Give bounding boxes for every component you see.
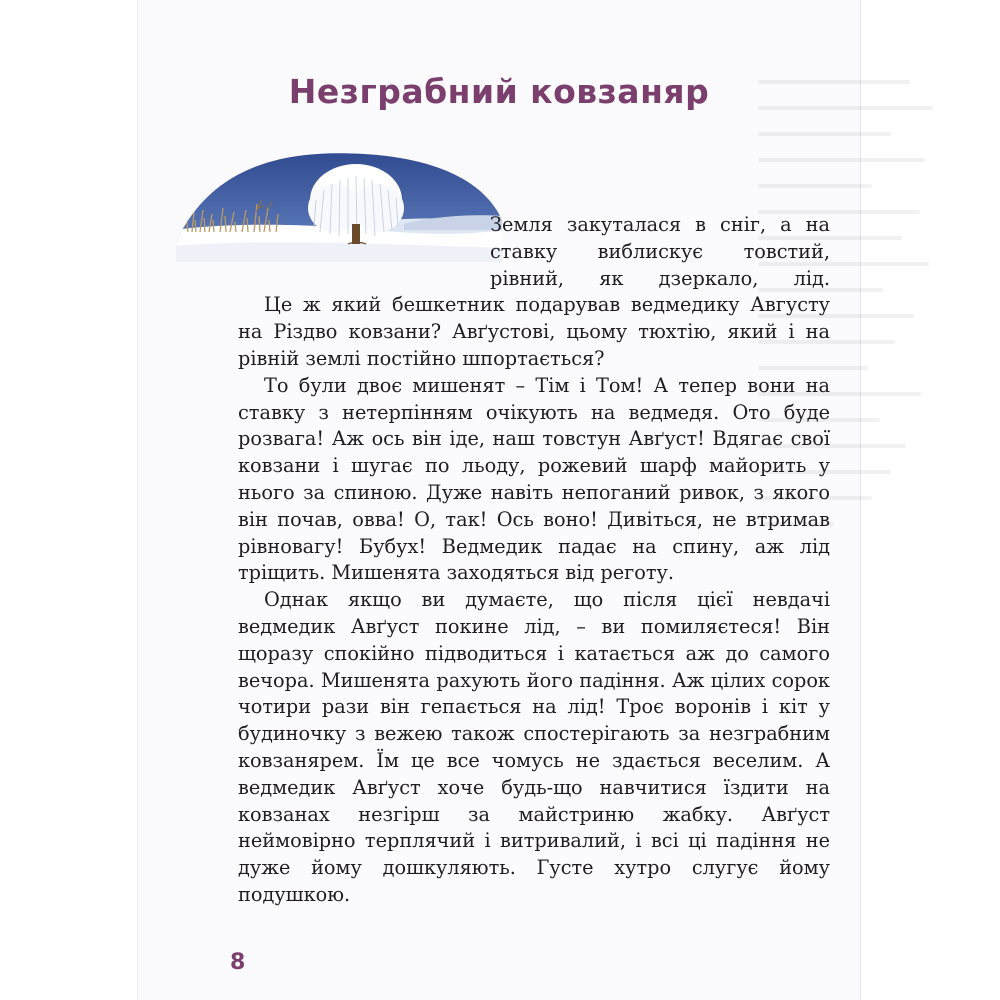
page-number: 8 xyxy=(230,950,246,975)
paragraph: Це ж який бешкетник подарував ведмедику Августу на Різдво ковзани? Авґустові, цьому тюхтію, який і на рівній землі постійно шпортається? xyxy=(238,293,830,370)
intro-paragraph xyxy=(490,212,830,292)
paragraph: Однак якщо ви думаєте, що після цієї невдачі ведмедик Авґуст покине лід, – ви помиляєтеся! Він щоразу спокійно підводиться і катається аж до самого вечора. Мишенята рахують його падіння. Аж цілих сорок чотири рази він гепається на лід! Троє воронів і кіт у будиночку з вежею також спостерігають за незграбним ковзанярем. Їм це все чомусь не здається веселим. А ведмедик Авґуст хоче будь-що навчитися їздити на ковзанах незгірш за майстриню жабку. Авґуст неймовірно терплячий і витривалий, і всі ці падіння не дуже йому дошкуляють. Густе хутро слугує йому подушкою. xyxy=(238,588,830,906)
story-text xyxy=(238,212,830,909)
intro-line: Земля закуталася в сніг, а на xyxy=(490,213,830,236)
intro-line: рівний, як дзеркало, лід. xyxy=(490,266,830,290)
paragraph: То були двоє мишенят – Тім і Том! А тепер вони на ставку з нетерпінням очікують на ведмедя. Ото буде розвага! Аж ось він іде, наш товстун Авґуст! Вдягає свої ковзани і шугає по льоду, рожевий шарф майорить у нього за спиною. Дуже навіть непоганий ривок, з якого він почав, овва! О, так! Ось воно! Дивіться, не втримав рівновагу! Бубух! Ведмедик падає на спину, аж лід тріщить. Мишенята заходяться від реготу. xyxy=(238,373,830,585)
book-page xyxy=(138,0,860,1000)
chapter-title: Незграбний ковзаняр xyxy=(288,72,710,111)
intro-line: ставку виблискує товстий, xyxy=(490,239,830,263)
